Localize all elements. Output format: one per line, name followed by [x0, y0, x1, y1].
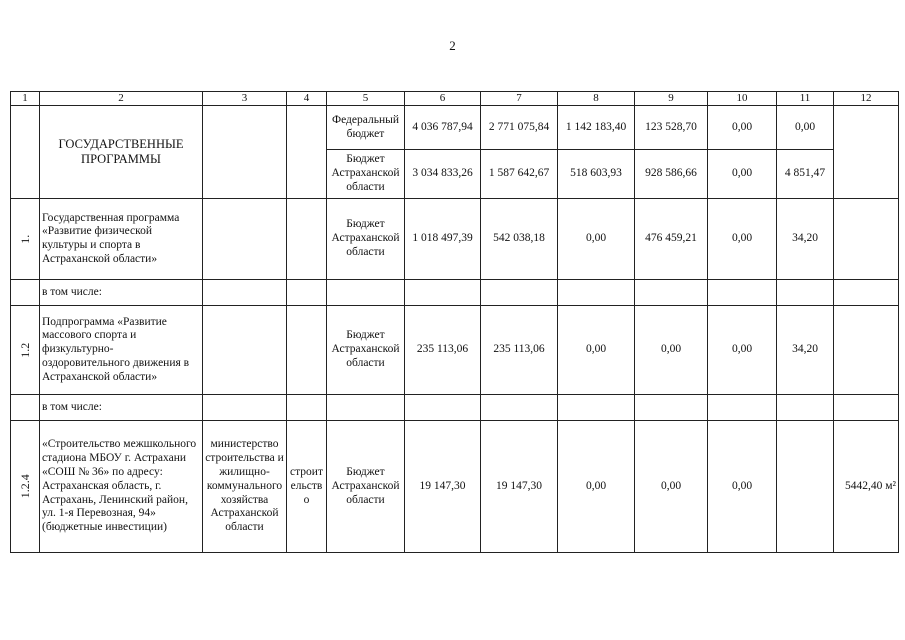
table-row: [11, 280, 899, 306]
executor-cell: [203, 199, 287, 280]
executor-cell: [203, 306, 287, 395]
column-number: 11: [777, 92, 834, 106]
amount-cell: 1 018 497,39: [405, 199, 481, 280]
amount-cell: 518 603,93: [558, 150, 635, 199]
amount-cell: 2 771 075,84: [481, 106, 558, 150]
column-number: 1: [11, 92, 40, 106]
amount-cell: 235 113,06: [481, 306, 558, 395]
amount-cell: 123 528,70: [635, 106, 708, 150]
funding-source-cell: [327, 306, 405, 395]
table-row: [11, 395, 899, 421]
executor: министерство строительства и жилищно-коммунального хозяйства Астраханской области: [203, 421, 287, 553]
program-name: Государственная программа «Развитие физической культуры и спорта в Астраханской области»: [40, 199, 203, 280]
column-number: 7: [481, 92, 558, 106]
amount-cell: 0,00: [708, 421, 777, 553]
amount-cell: [777, 421, 834, 553]
amount-cell: 0,00: [708, 106, 777, 150]
amount-cell: 34,20: [777, 306, 834, 395]
capacity-value: 5442,40 м²: [834, 421, 899, 553]
funding-source: Бюджет Астраханской области: [331, 329, 400, 370]
project-name: «Строительство межшкольного стадиона МБОУ г. Астрахани «СОШ № 36» по адресу: Астраханская область, г. Астрахань, Ленинский район, ул. 1-я Перевозная, 94» (бюджетные инвестиции): [40, 421, 203, 553]
amount-cell: 0,00: [708, 199, 777, 280]
type-cell: [287, 106, 327, 199]
table-row: [11, 306, 899, 395]
amount-cell: 0,00: [635, 306, 708, 395]
column-number: 5: [327, 92, 405, 106]
row-number: 1.2: [17, 342, 32, 358]
amount-cell: 542 038,18: [481, 199, 558, 280]
amount-cell: 0,00: [558, 421, 635, 553]
budget-table: [10, 91, 899, 553]
funding-source-cell: [327, 106, 405, 150]
row-number-cell: [11, 421, 40, 553]
project-type: строительство: [287, 421, 327, 553]
row-number-cell: [11, 199, 40, 280]
type-cell: [287, 306, 327, 395]
column-number: 2: [40, 92, 203, 106]
amount-cell: 3 034 833,26: [405, 150, 481, 199]
state-programs-title: ГОСУДАРСТВЕННЫЕ ПРОГРАММЫ: [58, 137, 184, 167]
funding-source: Бюджет Астраханской области: [331, 153, 400, 194]
column-number: 10: [708, 92, 777, 106]
column-number: 8: [558, 92, 635, 106]
column-number: 3: [203, 92, 287, 106]
row-number-cell: [11, 106, 40, 199]
column-number: 6: [405, 92, 481, 106]
amount-cell: 1 587 642,67: [481, 150, 558, 199]
funding-source-cell: [327, 150, 405, 199]
table-row: [11, 421, 899, 553]
row-number-cell: [11, 280, 40, 306]
amount-cell: 19 147,30: [405, 421, 481, 553]
amount-cell: 34,20: [777, 199, 834, 280]
column-number: 4: [287, 92, 327, 106]
type-cell: [287, 199, 327, 280]
column-number-row: [11, 92, 899, 106]
amount-cell: 4 851,47: [777, 150, 834, 199]
amount-cell: 4 036 787,94: [405, 106, 481, 150]
capacity-cell: [834, 106, 899, 199]
row-number-cell: [11, 395, 40, 421]
amount-cell: 0,00: [777, 106, 834, 150]
amount-cell: 1 142 183,40: [558, 106, 635, 150]
capacity-cell: [834, 306, 899, 395]
funding-source-cell: [327, 421, 405, 553]
amount-cell: 0,00: [558, 199, 635, 280]
including-label: в том числе:: [40, 395, 203, 421]
executor-cell: [203, 106, 287, 199]
amount-cell: 0,00: [708, 306, 777, 395]
amount-cell: 0,00: [708, 150, 777, 199]
capacity-cell: [834, 199, 899, 280]
funding-source: Федеральный бюджет: [332, 113, 399, 140]
amount-cell: 19 147,30: [481, 421, 558, 553]
state-programs-title-cell: [40, 106, 203, 199]
column-number: 9: [635, 92, 708, 106]
column-number: 12: [834, 92, 899, 106]
page-number: 2: [449, 38, 456, 53]
subprogram-name: Подпрограмма «Развитие массового спорта и физкультурно-оздоровительного движения в Астраханской области»: [40, 306, 203, 395]
funding-source: Бюджет Астраханской области: [331, 465, 400, 506]
row-number: 1.2.4: [17, 474, 32, 499]
row-number: 1.: [17, 234, 32, 244]
amount-cell: 235 113,06: [405, 306, 481, 395]
funding-source: Бюджет Астраханской области: [331, 218, 400, 259]
including-label: в том числе:: [40, 280, 203, 306]
amount-cell: 476 459,21: [635, 199, 708, 280]
amount-cell: 0,00: [558, 306, 635, 395]
funding-source-cell: [327, 199, 405, 280]
amount-cell: 0,00: [635, 421, 708, 553]
row-number-cell: [11, 306, 40, 395]
table-row: [11, 106, 899, 150]
amount-cell: 928 586,66: [635, 150, 708, 199]
table-row: [11, 199, 899, 280]
